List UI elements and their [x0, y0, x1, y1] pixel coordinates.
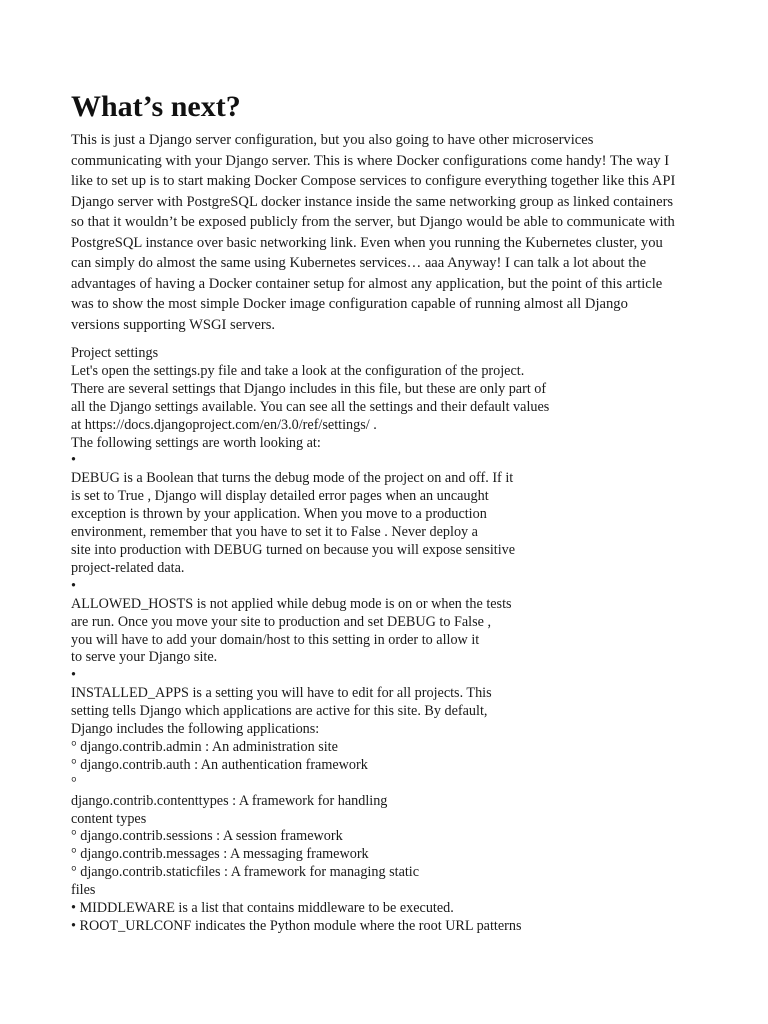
notes-line: setting tells Django which applications are active for this site. By default, — [71, 703, 488, 720]
notes-line: exception is thrown by your application. When you move to a production — [71, 506, 487, 523]
bullet-marker: • — [71, 667, 76, 684]
bullet-line: • MIDDLEWARE is a list that contains middleware to be executed. — [71, 900, 454, 917]
intro-line: was to show the most simple Docker image configuration capable of running almost all Django — [71, 296, 628, 312]
sub-bullet-line: ° django.contrib.admin : An administration site — [71, 738, 338, 755]
notes-line: is set to True , Django will display detailed error pages when an uncaught — [71, 488, 489, 505]
notes-line: content types — [71, 810, 147, 827]
sub-bullet-line: ° django.contrib.staticfiles : A framework for managing static — [71, 864, 420, 881]
notes-line: Django includes the following applications: — [71, 721, 320, 738]
bullet-line: • ROOT_URLCONF indicates the Python module where the root URL patterns — [71, 918, 522, 934]
document-page — [71, 88, 711, 936]
sub-bullet-line: ° django.contrib.sessions : A session framework — [71, 828, 343, 845]
notes-line: Let's open the settings.py file and take a look at the configuration of the project. — [71, 362, 525, 379]
notes-line: DEBUG is a Boolean that turns the debug mode of the project on and off. If it — [71, 470, 514, 487]
notes-line: The following settings are worth looking at: — [71, 434, 321, 451]
notes-line: project-related data. — [71, 559, 185, 576]
notes-line: INSTALLED_APPS is a setting you will have to edit for all projects. This — [71, 685, 492, 702]
intro-line: can simply do almost the same using Kubernetes services… aaa Anyway! I can talk a lot about the — [71, 255, 647, 271]
bullet-marker: • — [71, 452, 76, 469]
intro-line: advantages of having a Docker container setup for almost any application, but the point of this article — [71, 275, 663, 292]
notes-line: site into production with DEBUG turned on because you will expose sensitive — [71, 541, 516, 558]
sub-bullet-line: ° django.contrib.messages : A messaging framework — [71, 846, 369, 863]
notes-line: you will have to add your domain/host to this setting in order to allow it — [71, 631, 480, 648]
sub-bullet-marker: ° — [71, 774, 77, 791]
intro-paragraph — [71, 130, 701, 335]
sub-bullet-line: ° django.contrib.auth : An authentication framework — [71, 756, 368, 773]
notes-line: There are several settings that Django includes in this file, but these are only part of — [71, 380, 547, 397]
notes-line: django.contrib.contenttypes : A framework for handling — [71, 792, 388, 809]
intro-line: like to set up is to start making Docker Compose services to configure everything together like this API — [71, 173, 676, 189]
bullet-marker: • — [71, 577, 76, 594]
intro-line: PostgreSQL instance over basic networking link. Even when you running the Kubernetes cluster, you — [71, 234, 663, 251]
notes-line: all the Django settings available. You can see all the settings and their default values — [71, 398, 550, 415]
notes-line: are run. Once you move your site to production and set DEBUG to False , — [71, 613, 492, 630]
notes-line: files — [71, 882, 96, 899]
notes-line: at https://docs.djangoproject.com/en/3.0/ref/settings/ . — [71, 416, 377, 433]
intro-line: This is just a Django server configuration, but you also going to have other microservices — [71, 132, 594, 148]
intro-line: Django server with PostgreSQL docker instance inside the same networking group as linked containers — [71, 193, 674, 210]
notes-line: environment, remember that you have to set it to False . Never deploy a — [71, 524, 478, 541]
notes-title: Project settings — [71, 345, 159, 361]
intro-line: communicating with your Django server. This is where Docker configurations come handy! The way I — [71, 152, 670, 169]
notes-line: to serve your Django site. — [71, 649, 218, 666]
notes-line: ALLOWED_HOSTS is not applied while debug mode is on or when the tests — [71, 595, 512, 612]
intro-line: so that it wouldn’t be exposed publicly from the server, but Django would be able to communicate with — [71, 214, 675, 230]
project-settings-notes — [71, 345, 611, 936]
section-heading: What’s next? — [71, 90, 241, 123]
intro-line: versions supporting WSGI servers. — [71, 316, 276, 333]
